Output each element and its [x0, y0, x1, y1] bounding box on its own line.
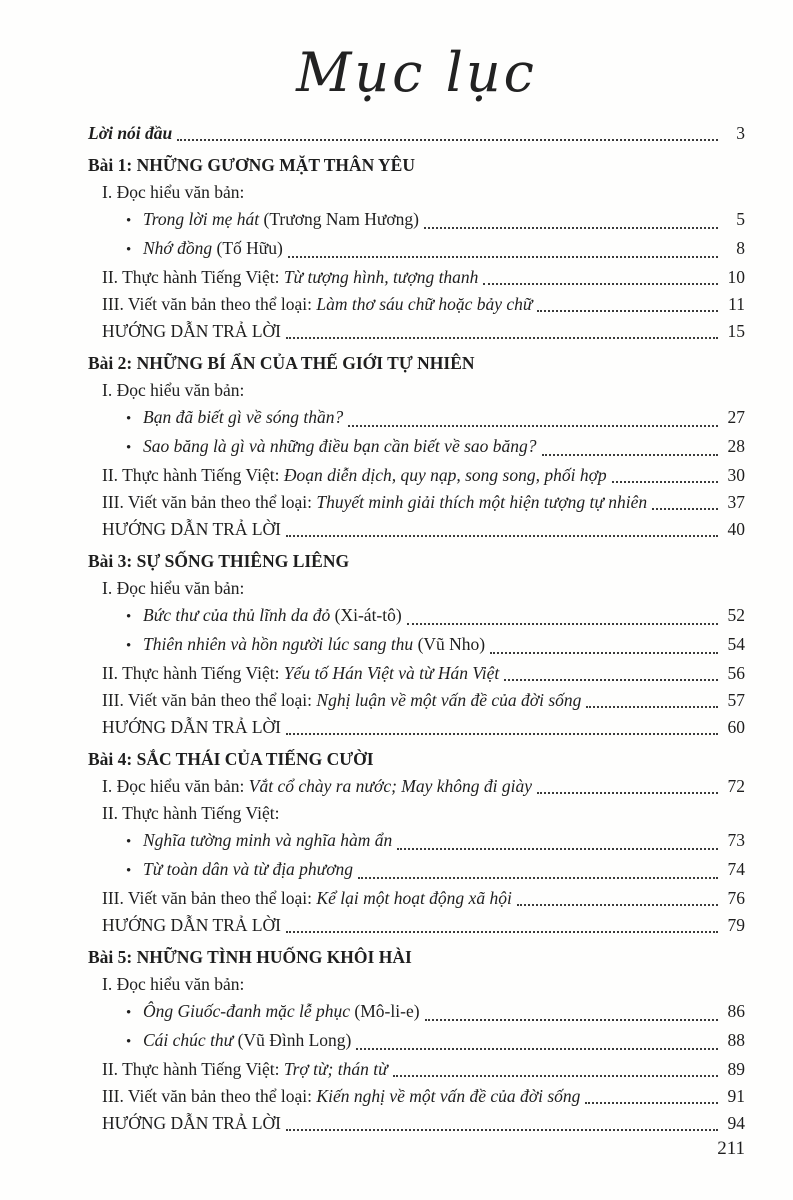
text-segment: Vắt cổ chày ra nước; May không đi giày: [248, 776, 533, 796]
toc-row: [88, 773, 745, 800]
text-segment: HƯỚNG DẪN TRẢ LỜI: [102, 915, 282, 935]
text-segment: Thuyết minh giải thích một hiện tượng tự nhiên: [316, 492, 648, 512]
toc-page-number: 11: [728, 294, 745, 314]
dot-leader: [177, 139, 718, 141]
text-segment: II. Thực hành Tiếng Việt:: [102, 803, 280, 823]
toc-heading: [88, 746, 745, 773]
toc-page-number: 52: [727, 605, 745, 625]
toc-row: [88, 318, 745, 345]
toc-entry-text: [88, 944, 412, 971]
toc-row: [88, 206, 745, 235]
toc-page-number: 27: [727, 407, 745, 427]
dot-leader: [652, 508, 718, 510]
text-segment: Nhớ đồng: [143, 238, 213, 258]
toc-row: [88, 179, 745, 206]
toc-row: [88, 1110, 745, 1137]
toc-entry-text: [143, 998, 420, 1025]
text-segment: III. Viết văn bản theo thể loại:: [102, 492, 317, 512]
toc-entry-text: [102, 714, 281, 741]
toc-entry-text: [102, 800, 279, 827]
toc-row: [88, 800, 745, 827]
toc-row: [88, 687, 745, 714]
text-segment: I. Đọc hiểu văn bản:: [102, 182, 245, 202]
text-segment: Làm thơ sáu chữ hoặc bảy chữ: [316, 294, 533, 314]
dot-leader: [483, 283, 718, 285]
text-segment: Bài 4: SẮC THÁI CỦA TIẾNG CƯỜI: [88, 749, 374, 769]
text-segment: III. Viết văn bản theo thể loại:: [102, 690, 317, 710]
toc-entry-text: [102, 489, 647, 516]
toc-entry-text: [102, 773, 532, 800]
dot-leader: [358, 877, 718, 879]
text-segment: Bài 3: SỰ SỐNG THIÊNG LIÊNG: [88, 551, 350, 571]
toc-page-number: 76: [727, 888, 745, 908]
toc-page-number: 89: [727, 1059, 745, 1079]
text-segment: I. Đọc hiểu văn bản:: [102, 578, 245, 598]
toc-page-number: 37: [727, 492, 745, 512]
text-segment: HƯỚNG DẪN TRẢ LỜI: [102, 519, 282, 539]
toc-heading: [88, 944, 745, 971]
text-segment: HƯỚNG DẪN TRẢ LỜI: [102, 717, 282, 737]
toc-entry-text: [88, 548, 349, 575]
toc-entry-text: [102, 912, 281, 939]
text-segment: Trong lời mẹ hát: [143, 209, 260, 229]
bullet-marker: •: [126, 638, 132, 654]
text-segment: III. Viết văn bản theo thể loại:: [102, 294, 317, 314]
bullet-marker: •: [126, 1005, 132, 1021]
toc-page-number: 54: [727, 634, 745, 654]
text-segment: Cái chúc thư: [143, 1030, 234, 1050]
dot-leader: [356, 1048, 718, 1050]
toc-entry-text: [102, 1083, 580, 1110]
dot-leader: [288, 256, 718, 258]
dot-leader: [537, 310, 718, 312]
toc-row: [88, 1027, 745, 1056]
text-segment: II. Thực hành Tiếng Việt:: [102, 267, 284, 287]
dot-leader: [490, 652, 718, 654]
dot-leader: [504, 679, 718, 681]
toc-page-number: 5: [736, 209, 745, 229]
bullet-marker: •: [126, 863, 132, 879]
toc-entry-text: [102, 1110, 281, 1137]
toc-entry-text: [102, 462, 607, 489]
bullet-marker: •: [126, 440, 132, 456]
toc-entry-text: [102, 575, 244, 602]
toc-row: [88, 377, 745, 404]
toc-row: [88, 631, 745, 660]
toc-entry-text: [102, 971, 244, 998]
toc-page-number: 10: [727, 267, 745, 287]
dot-leader: [286, 535, 718, 537]
text-segment: Bài 2: NHỮNG BÍ ẨN CỦA THẾ GIỚI TỰ NHIÊN: [88, 353, 475, 373]
text-segment: Trợ từ; thán từ: [283, 1059, 388, 1079]
toc-row: [88, 462, 745, 489]
text-segment: (Tố Hữu): [212, 238, 283, 258]
toc-entry-text: [88, 152, 415, 179]
toc-row: [88, 1083, 745, 1110]
text-segment: I. Đọc hiểu văn bản:: [102, 380, 245, 400]
dot-leader: [286, 733, 718, 735]
toc-row: [88, 575, 745, 602]
page-title: Mục lục: [296, 41, 537, 104]
bullet-marker: •: [126, 834, 132, 850]
toc-heading: [88, 350, 745, 377]
text-segment: III. Viết văn bản theo thể loại:: [102, 1086, 317, 1106]
dot-leader: [517, 904, 718, 906]
text-segment: Kiến nghị về một vấn đề của đời sống: [316, 1086, 581, 1106]
toc-entry-text: [102, 1056, 388, 1083]
toc-row: [88, 120, 745, 147]
toc-row: [88, 856, 745, 885]
folio-page-number: 211: [717, 1138, 745, 1159]
toc-list: [88, 120, 745, 1137]
toc-heading: [88, 548, 745, 575]
text-segment: Nghị luận về một vấn đề của đời sống: [316, 690, 582, 710]
toc-row: [88, 714, 745, 741]
dot-leader: [542, 454, 718, 456]
text-segment: Từ tượng hình, tượng thanh: [283, 267, 479, 287]
text-segment: Bức thư của thủ lĩnh da đỏ: [143, 605, 331, 625]
text-segment: HƯỚNG DẪN TRẢ LỜI: [102, 321, 282, 341]
dot-leader: [286, 337, 718, 339]
text-segment: Bạn đã biết gì về sóng thần?: [143, 407, 344, 427]
toc-entry-text: [143, 1027, 351, 1054]
text-segment: Bài 5: NHỮNG TÌNH HUỐNG KHÔI HÀI: [88, 947, 412, 967]
toc-entry-text: [102, 318, 281, 345]
toc-row: [88, 235, 745, 264]
toc-entry-text: [143, 827, 392, 854]
toc-page-number: 28: [727, 436, 745, 456]
toc-row: [88, 602, 745, 631]
text-segment: (Xi-át-tô): [330, 605, 402, 625]
dot-leader: [585, 1102, 718, 1104]
dot-leader: [424, 227, 718, 229]
toc-page-number: 86: [727, 1001, 745, 1021]
text-segment: HƯỚNG DẪN TRẢ LỜI: [102, 1113, 282, 1133]
toc-entry-text: [143, 856, 353, 883]
toc-entry-text: [102, 885, 512, 912]
toc-row: [88, 291, 745, 318]
text-segment: II. Thực hành Tiếng Việt:: [102, 663, 284, 683]
toc-page-number: 91: [727, 1086, 745, 1106]
text-segment: Ông Giuốc-đanh mặc lễ phục: [143, 1001, 351, 1021]
bullet-marker: •: [126, 213, 132, 229]
toc-row: [88, 827, 745, 856]
toc-row: [88, 885, 745, 912]
toc-entry-text: [102, 179, 244, 206]
text-segment: Yếu tố Hán Việt và từ Hán Việt: [283, 663, 500, 683]
toc-entry-text: [88, 350, 475, 377]
text-segment: Từ toàn dân và từ địa phương: [143, 859, 354, 879]
dot-leader: [397, 848, 718, 850]
dot-leader: [348, 425, 718, 427]
text-segment: Nghĩa tường minh và nghĩa hàm ẩn: [143, 830, 393, 850]
toc-entry-text: [143, 602, 402, 629]
toc-entry-text: [102, 660, 499, 687]
toc-row: [88, 660, 745, 687]
toc-page-number: 56: [727, 663, 745, 683]
toc-page-number: 74: [727, 859, 745, 879]
toc-entry-text: [102, 687, 581, 714]
toc-entry-text: [143, 631, 485, 658]
toc-row: [88, 516, 745, 543]
toc-entry-text: [143, 404, 343, 431]
toc-row: [88, 433, 745, 462]
dot-leader: [425, 1019, 718, 1021]
toc-entry-text: [102, 516, 281, 543]
dot-leader: [407, 623, 718, 625]
text-segment: III. Viết văn bản theo thể loại:: [102, 888, 317, 908]
toc-entry-text: [88, 120, 172, 147]
toc-entry-text: [102, 377, 244, 404]
toc-row: [88, 1056, 745, 1083]
text-segment: (Mô-li-e): [350, 1001, 420, 1021]
dot-leader: [393, 1075, 718, 1077]
bullet-marker: •: [126, 1034, 132, 1050]
toc-page-number: 15: [727, 321, 745, 341]
toc-page-number: 79: [727, 915, 745, 935]
text-segment: Sao băng là gì và những điều bạn cần biết về sao băng?: [143, 436, 537, 456]
text-segment: (Trương Nam Hương): [259, 209, 419, 229]
toc-row: [88, 264, 745, 291]
text-segment: Bài 1: NHỮNG GƯƠNG MẶT THÂN YÊU: [88, 155, 415, 175]
dot-leader: [286, 1129, 718, 1131]
bullet-marker: •: [126, 242, 132, 258]
toc-heading: [88, 152, 745, 179]
toc-page-number: 73: [727, 830, 745, 850]
toc-page-number: 40: [727, 519, 745, 539]
toc-entry-text: [102, 291, 532, 318]
dot-leader: [586, 706, 718, 708]
toc-page-number: 60: [727, 717, 745, 737]
dot-leader: [537, 792, 718, 794]
text-segment: II. Thực hành Tiếng Việt:: [102, 1059, 284, 1079]
text-segment: II. Thực hành Tiếng Việt:: [102, 465, 284, 485]
toc-entry-text: [143, 433, 537, 460]
text-segment: I. Đọc hiểu văn bản:: [102, 776, 249, 796]
toc-page-number: 30: [727, 465, 745, 485]
toc-page-number: 57: [727, 690, 745, 710]
text-segment: Đoạn diễn dịch, quy nạp, song song, phối hợp: [283, 465, 607, 485]
toc-row: [88, 404, 745, 433]
text-segment: Kể lại một hoạt động xã hội: [316, 888, 512, 908]
dot-leader: [286, 931, 718, 933]
toc-entry-text: [143, 235, 283, 262]
toc-entry-text: [102, 264, 478, 291]
toc-row: [88, 489, 745, 516]
toc-page-number: 94: [727, 1113, 745, 1133]
toc-page-number: 88: [727, 1030, 745, 1050]
toc-page-number: 3: [736, 123, 745, 143]
text-segment: I. Đọc hiểu văn bản:: [102, 974, 245, 994]
text-segment: Lời nói đầu: [88, 123, 173, 143]
toc-row: [88, 971, 745, 998]
text-segment: (Vũ Đình Long): [233, 1030, 352, 1050]
toc-row: [88, 912, 745, 939]
toc-entry-text: [88, 746, 374, 773]
toc-entry-text: [143, 206, 419, 233]
text-segment: (Vũ Nho): [413, 634, 486, 654]
toc-row: [88, 998, 745, 1027]
bullet-marker: •: [126, 411, 132, 427]
toc-page-number: 8: [736, 238, 745, 258]
dot-leader: [612, 481, 718, 483]
bullet-marker: •: [126, 609, 132, 625]
toc-page-number: 72: [727, 776, 745, 796]
text-segment: Thiên nhiên và hồn người lúc sang thu: [143, 634, 414, 654]
